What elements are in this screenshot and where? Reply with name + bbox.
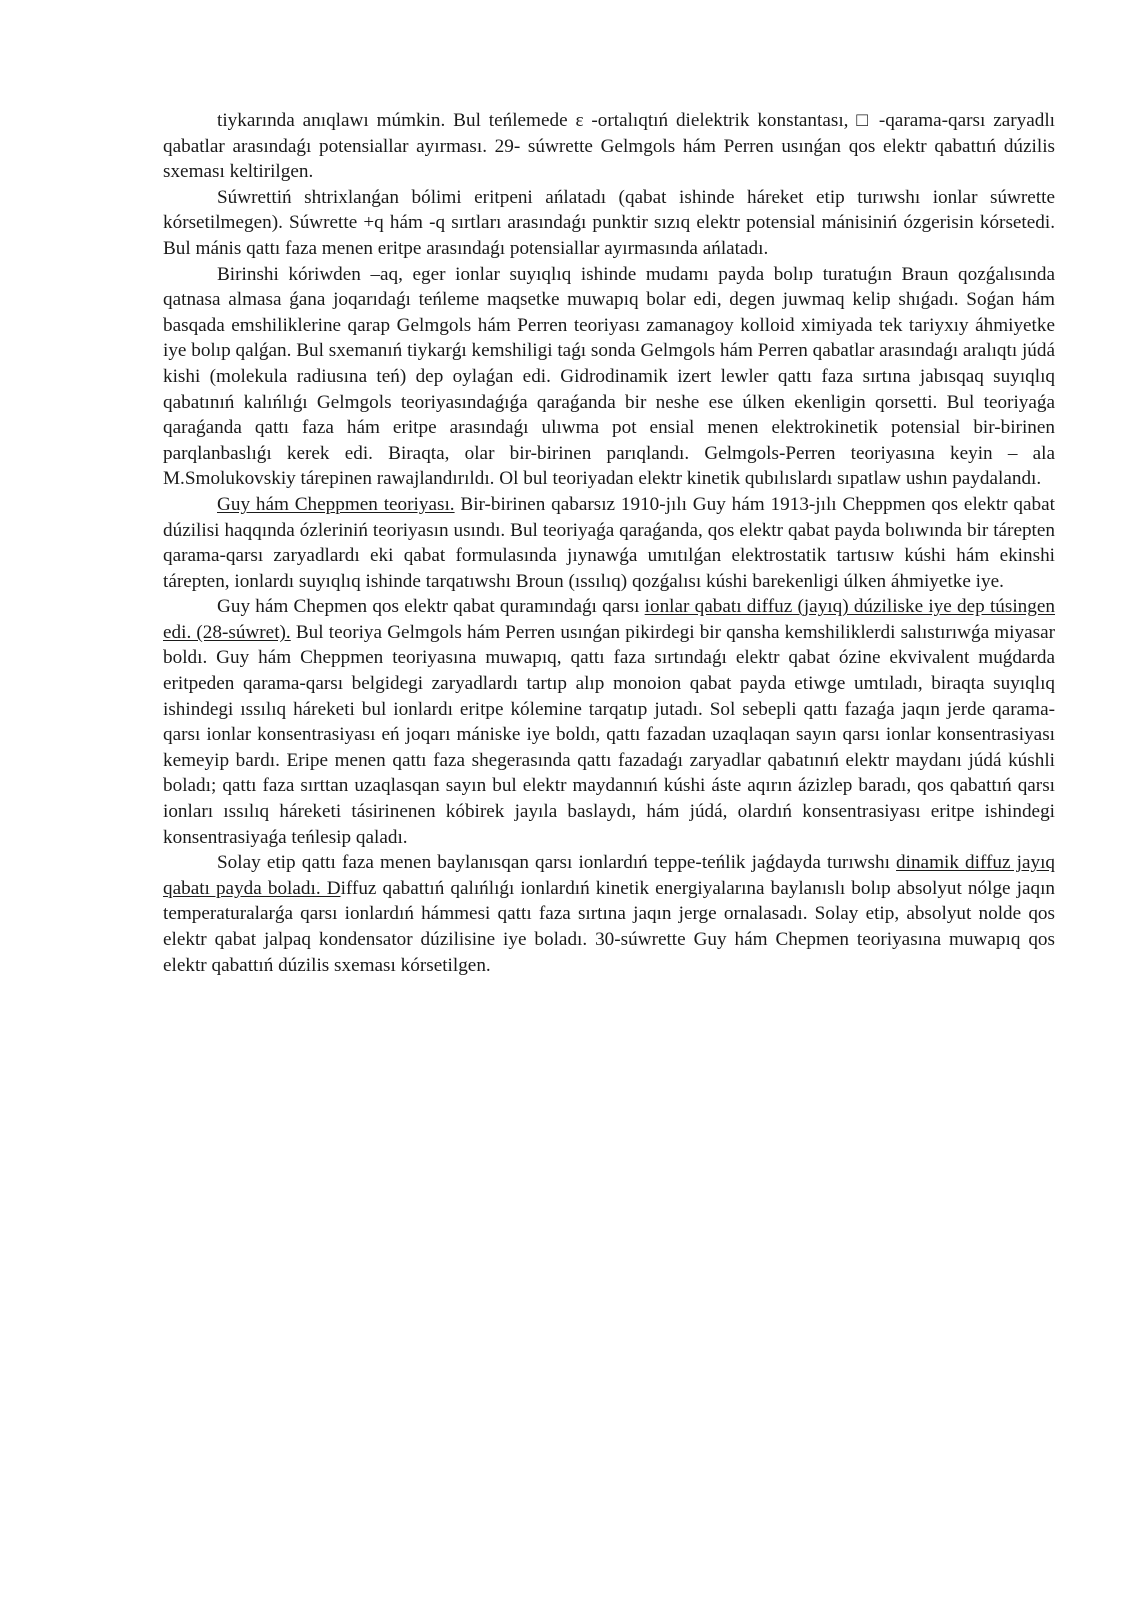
document-page (163, 108, 1055, 978)
section-heading-guy-chapman: Guy hám Cheppmen teoriyası. (217, 493, 455, 515)
paragraph-2-text: Súwrettiń shtrixlanǵan bólimi eritpeni ańlatadı (qabat ishinde háreket etip turıwshı ionlar súwrette kórsetilmegen). Súwrette +q hám -q sırtları arasındaǵı punktir sızıq elektr potensial mánisiniń ózgerisin kórsetedi. Bul mánis qattı faza menen eritpe arasındaǵı potensiallar ayırmasında ańlatadı. (163, 186, 1055, 259)
underlined-phrase-dynamic-diffuse: dinamik diffuz jayıq qabatı payda boladı. D (163, 852, 1055, 899)
paragraph-3 (163, 262, 1055, 492)
paragraph-6 (163, 850, 1055, 978)
paragraph-4 (163, 492, 1055, 594)
paragraph-1 (163, 108, 1055, 185)
paragraph-2 (163, 185, 1055, 262)
paragraph-5-text-a: Guy hám Chepmen qos elektr qabat quramındaǵı qarsı (217, 596, 645, 618)
paragraph-3-text: Birinshi kóriwden –aq, eger ionlar suyıqlıq ishinde mudamı payda bolıp turatuǵın Braun qozǵalısında qatnasa almasa ǵana joqarıdaǵı teńleme maqsetke muwapıq bolar edi, degen juwmaq kelip shıǵadı. Soǵan hám basqada emshiliklerine qarap Gelmgols hám Perren teoriyası zamanagoy kolloid ximiyada tek tariyxıy áhmiyetke iye bolıp qalǵan. Bul sxemanıń tiykarǵı kemshiligi taǵı sonda Gelmgols hám Perren qabatlar arasındaǵı aralıqtı júdá kishi (molekula radiusına teń) dep oylaǵan edi. Gidrodinamik izert lewler qattı faza sırtına jabısqaq suyıqlıq qabatınıń kalıńlıǵı Gelmgols teoriyasındaǵıǵa qaraǵanda bir neshe ese úlken ekenligin qorsetti. Bul teoriyaǵa qaraǵanda qattı faza hám eritpe arasındaǵı ulıwma pot ensial menen elektrokinetik potensial bir-birinen parqlanbaslıǵı kerek edi. Biraqta, olar bir-birinen parıqlandı. Gelmgols-Perren teoriyasına keyin – ala M.Smolukovskiy tárepinen rawajlandırıldı. Ol bul teoriyadan elektr kinetik qubılıslardı sıpatlaw ushın paydalandı. (163, 263, 1056, 490)
paragraph-5 (163, 594, 1055, 850)
underlined-phrase-diffuse-layer: ionlar qabatı diffuz (jayıq) dúziliske iye dep túsingen edi. (28-súwret). (163, 596, 1055, 643)
paragraph-1-text: tiykarında anıqlawı múmkin. Bul teńlemede ε -ortalıqtıń dielektrik konstantası, □ -qarama-qarsı zaryadlı qabatlar arasındaǵı potensiallar ayırması. 29- súwrette Gelmgols hám Perren usınǵan qos elektr qabattıń dúzilis sxeması keltirilgen. (163, 110, 1055, 183)
paragraph-6-text-a: Solay etip qattı faza menen baylanısqan qarsı ionlardıń teppe-teńlik jaǵdayda turıwshı (217, 852, 897, 874)
paragraph-4-text: Bir-birinen qabarsız 1910-jılı Guy hám 1913-jılı Cheppmen qos elektr qabat dúzilisi haqqında ózleriniń teoriyasın usındı. Bul teoriyaǵa qaraǵanda, qos elektr qabat payda bolıwında bir tárepten qarama-qarsı zaryadlardı eki qabat formulasında jıynawǵa umıtılǵan elektrostatik tartısıw kúshi hám ekinshi tárepten, ionlardı suyıqlıq ishinde tarqatıwshı Broun (ıssılıq) qozǵalısı kúshi barekenligi úlken áhmiyetke iye. (163, 493, 1055, 592)
paragraph-6-text-b: iffuz qabattıń qalıńlıǵı ionlardıń kinetik energiyalarına baylanıslı bolıp absolyut nólge jaqın temperaturalarǵa qarsı ionlardıń hámmesi qattı faza sırtına jaqın jerge ornalasadı. Solay etip, absolyut nolde qos elektr qabat jalpaq kondensator dúzilisine iye boladı. 30-súwrette Guy hám Chepmen teoriyasına muwapıq qos elektr qabattıń dúzilis sxeması kórsetilgen. (163, 877, 1056, 976)
paragraph-5-text-b: Bul teoriya Gelmgols hám Perren usınǵan pikirdegi bir qansha kemshiliklerdi salıstırıwǵa miyasar boldı. Guy hám Cheppmen teoriyasına muwapıq, qattı faza sırtındaǵı elektr qabat ózine ekvivalent muǵdarda eritpeden qarama-qarsı belgidegi zaryadlardı tartıp alıp monoion qabat payda etiwge umtıladı, biraqta suyıqlıq ishindegi ıssılıq háreketi bul ionlardı eritpe kólemine tarqatıp jutadı. Sol sebepli qattı fazaǵa jaqın jerde qarama-qarsı ionlar konsentrasiyası eń joqarı mániske iye boldı, qattı fazadan uzaqlaqan sayın qarsı ionlar konsentrasiyası kemeyip bardı. Eripe menen qattı faza shegerasında qattı fazadaǵı zaryadlar qabatınıń elektr maydanı júdá kúshli boladı; qattı faza sırttan uzaqlasqan sayın bul elektr maydannıń kúshi áste aqırın ázizlep baradı, qos qabattıń qarsı ionları ıssılıq háreketi tásirinenen kóbirek jayıla baslaydı, hám júdá, olardıń konsentrasiyası eritpe ishindegi konsentrasiyaǵa teńlesip qaladı. (163, 621, 1056, 848)
